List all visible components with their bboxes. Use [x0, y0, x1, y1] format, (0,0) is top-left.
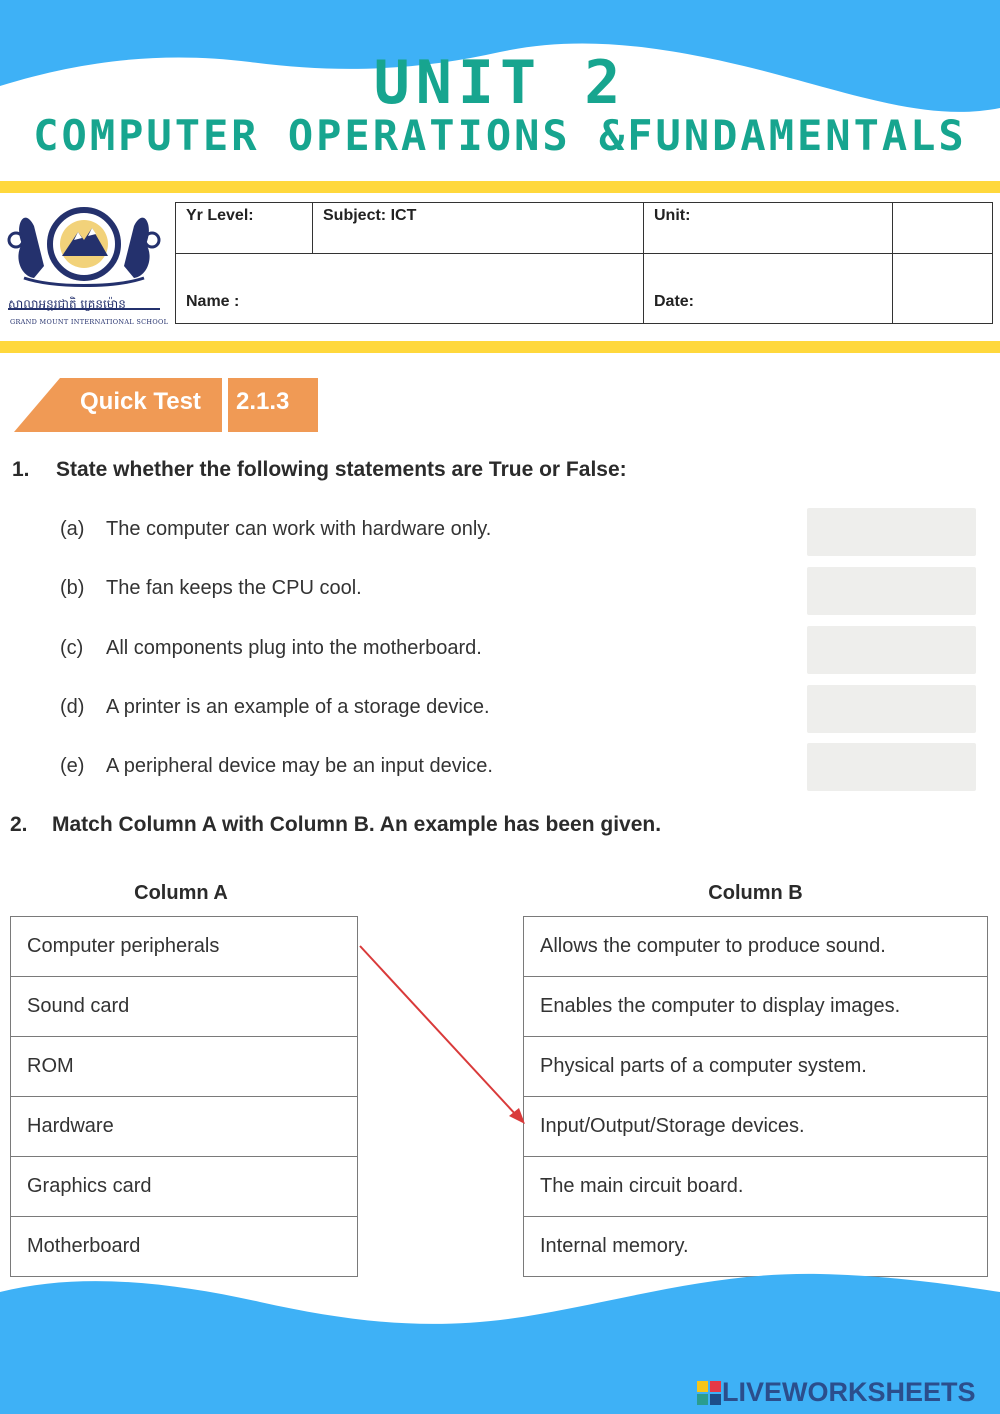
statement-letter: (d)	[60, 696, 85, 718]
blank-cell-top[interactable]	[893, 203, 993, 254]
statement-text: The computer can work with hardware only.	[106, 518, 492, 540]
column-a-item[interactable]: Hardware	[11, 1097, 358, 1157]
unit-title: UNIT 2	[373, 48, 627, 118]
divider-bar-top	[0, 181, 1000, 193]
date-cell[interactable]: Date:	[644, 254, 893, 324]
answer-box-b[interactable]	[807, 567, 976, 615]
liveworksheets-logo-icon	[697, 1381, 721, 1405]
liveworksheets-brand[interactable]: LIVEWORKSHEETS	[722, 1377, 976, 1407]
school-name-english: GRAND MOUNT INTERNATIONAL SCHOOL	[10, 318, 169, 326]
column-b-item[interactable]: Physical parts of a computer system.	[524, 1037, 988, 1097]
answer-box-d[interactable]	[807, 685, 976, 733]
school-name-khmer: សាលាអន្តរជាតិ គ្រេនម៉ោន	[8, 297, 126, 311]
answer-box-c[interactable]	[807, 626, 976, 674]
blank-cell-bottom[interactable]	[893, 254, 993, 324]
statement-text: All components plug into the motherboard.	[106, 637, 482, 659]
unit-subtitle: COMPUTER OPERATIONS &FUNDAMENTALS	[33, 111, 967, 160]
subject-cell: Subject: ICT	[313, 203, 644, 254]
answer-box-a[interactable]	[807, 508, 976, 556]
unit-cell[interactable]: Unit:	[644, 203, 893, 254]
statement-letter: (b)	[60, 577, 85, 599]
statement-text: A peripheral device may be an input device.	[106, 755, 493, 777]
column-a-item[interactable]: Sound card	[11, 977, 358, 1037]
column-a-item[interactable]: Motherboard	[11, 1217, 358, 1277]
question-1-heading: State whether the following statements are True or False:	[56, 458, 627, 481]
column-a-title: Column A	[134, 882, 228, 904]
question-2-number: 2.	[10, 813, 28, 836]
column-a-table	[10, 916, 358, 1277]
statement-letter: (c)	[60, 637, 84, 659]
quick-test-label: Quick Test	[80, 388, 201, 415]
statement-letter: (a)	[60, 518, 85, 540]
question-2-heading: Match Column A with Column B. An example has been given.	[52, 813, 662, 836]
column-a-item[interactable]: ROM	[11, 1037, 358, 1097]
statement-text: A printer is an example of a storage device.	[106, 696, 490, 718]
student-info-table	[175, 202, 993, 324]
column-a-item[interactable]: Computer peripherals	[11, 917, 358, 977]
column-b-table	[523, 916, 988, 1277]
example-match-arrow	[355, 940, 535, 1130]
statement-letter: (e)	[60, 755, 85, 777]
column-b-item[interactable]: The main circuit board.	[524, 1157, 988, 1217]
column-b-item[interactable]: Internal memory.	[524, 1217, 988, 1277]
column-b-item[interactable]: Enables the computer to display images.	[524, 977, 988, 1037]
name-cell[interactable]: Name :	[176, 254, 644, 324]
question-1-number: 1.	[12, 458, 30, 481]
quick-test-number: 2.1.3	[236, 388, 290, 415]
statement-text: The fan keeps the CPU cool.	[106, 577, 362, 599]
yr-level-cell[interactable]: Yr Level:	[176, 203, 313, 254]
divider-bar-bottom	[0, 341, 1000, 353]
column-b-item[interactable]: Allows the computer to produce sound.	[524, 917, 988, 977]
column-b-title: Column B	[708, 882, 803, 904]
answer-box-e[interactable]	[807, 743, 976, 791]
column-a-item[interactable]: Graphics card	[11, 1157, 358, 1217]
column-b-item[interactable]: Input/Output/Storage devices.	[524, 1097, 988, 1157]
